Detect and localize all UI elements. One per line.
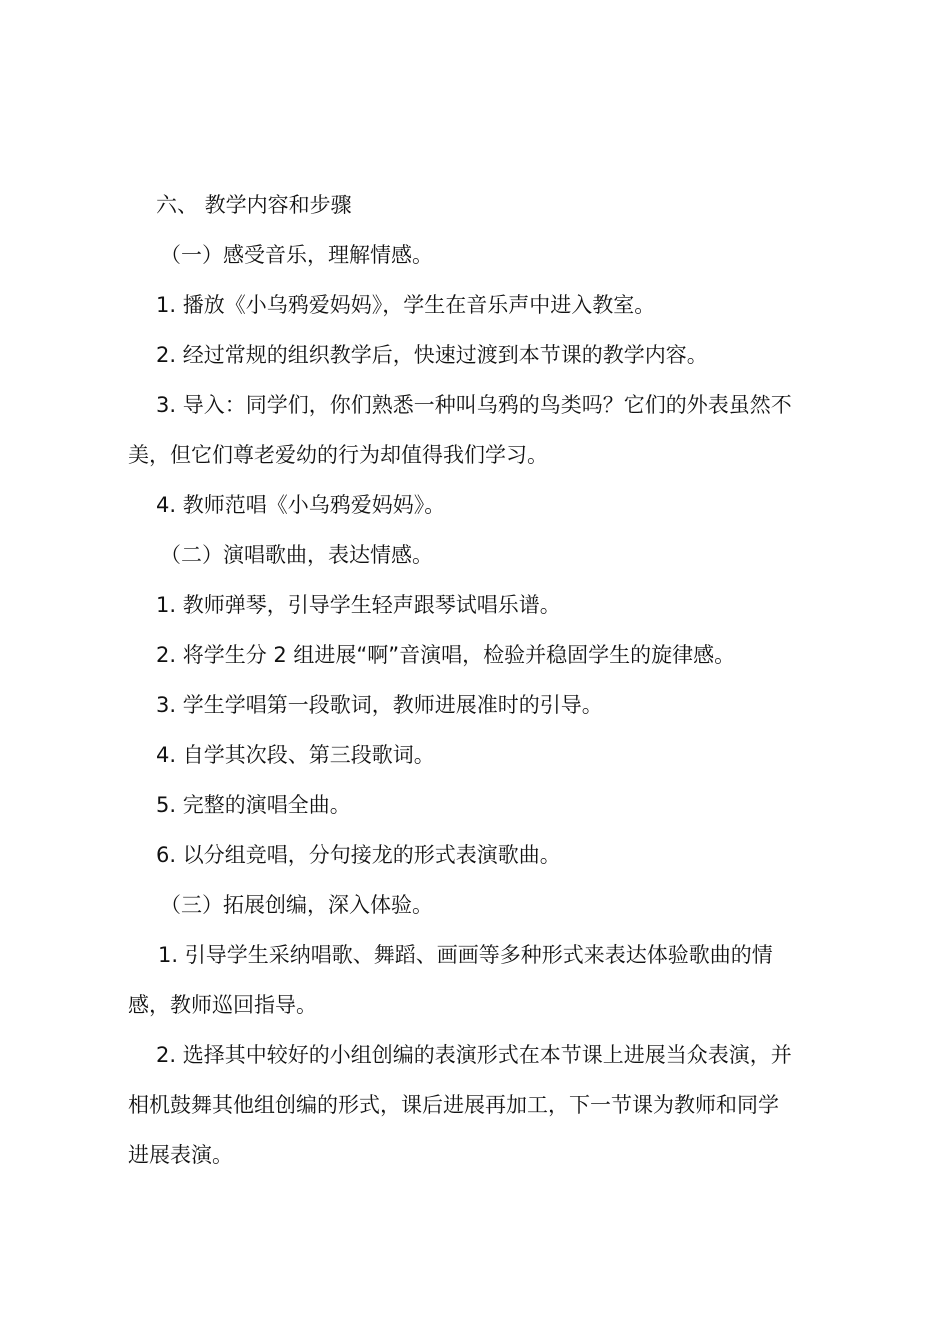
text-segment: 进展表演。 (128, 1143, 233, 1167)
text-segment: 1. 引导学生采纳唱歌、舞蹈、画画等多种形式来表达体验歌曲的情 (158, 943, 773, 967)
part-heading: （二）演唱歌曲，表达情感。 (160, 543, 433, 567)
list-item: 2. 将学生分 2 组进展“啊”音演唱，检验并稳固学生的旋律感。 (156, 643, 736, 667)
part-heading: （三）拓展创编，深入体验。 (160, 893, 433, 917)
list-item-line (156, 1040, 950, 1070)
list-item-line (128, 990, 950, 1020)
list-item-line (128, 440, 950, 470)
list-item: 5. 完整的演唱全曲。 (156, 793, 351, 817)
section-heading: 六、 教学内容和步骤 (156, 193, 352, 217)
text-segment: 感，教师巡回指导。 (128, 993, 317, 1017)
list-item: 1. 教师弹琴，引导学生轻声跟琴试唱乐谱。 (156, 593, 561, 617)
list-item-line (156, 390, 950, 420)
list-item: 1. 播放《小乌鸦爱妈妈》，学生在音乐声中进入教室。 (156, 293, 656, 317)
text-segment: 美，但它们尊老爱幼的行为却值得我们学习。 (128, 443, 548, 467)
list-item-line (128, 1090, 950, 1120)
text-segment: 2. 选择其中较好的小组创编的表演形式在本节课上进展当众表演，并 (156, 1043, 792, 1067)
text-segment: 3. 导入：同学们，你们熟悉一种叫乌鸦的鸟类吗？它们的外表虽然不 (156, 393, 792, 417)
list-item: 2. 经过常规的组织教学后，快速过渡到本节课的教学内容。 (156, 343, 708, 367)
part-heading: （一）感受音乐，理解情感。 (160, 243, 433, 267)
list-item-line (158, 940, 950, 970)
list-item-line (128, 1140, 950, 1170)
list-item: 4. 教师范唱《小乌鸦爱妈妈》。 (156, 493, 446, 517)
list-item: 6. 以分组竞唱，分句接龙的形式表演歌曲。 (156, 843, 561, 867)
text-segment: 相机鼓舞其他组创编的形式，课后进展再加工，下一节课为教师和同学 (128, 1093, 779, 1117)
list-item: 3. 学生学唱第一段歌词，教师进展准时的引导。 (156, 693, 603, 717)
list-item: 4. 自学其次段、第三段歌词。 (156, 743, 435, 767)
